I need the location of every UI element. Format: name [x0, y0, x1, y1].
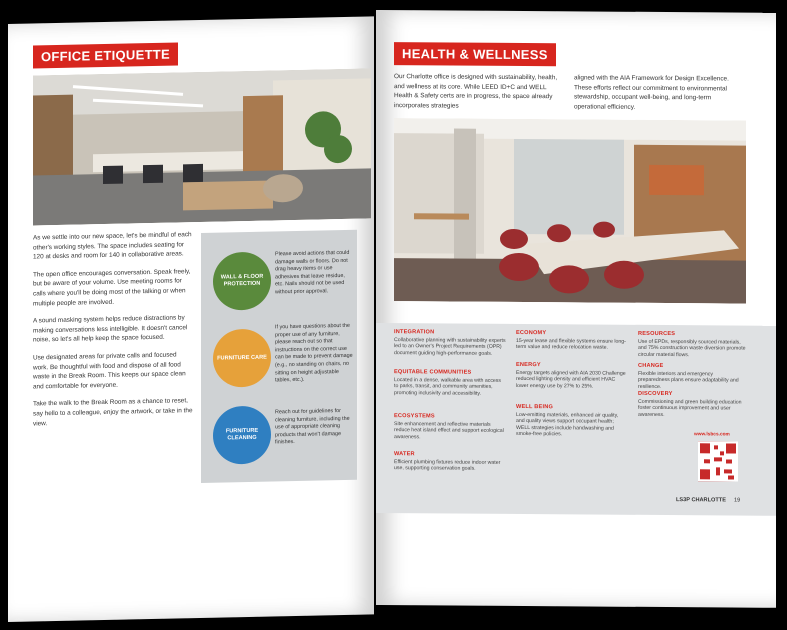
right-page — [376, 10, 776, 608]
strategy-item — [394, 329, 506, 357]
page-number: 19 — [734, 497, 741, 504]
etiquette-body — [33, 230, 193, 436]
strategy-item — [638, 331, 746, 359]
office-etiquette-heading: OFFICE ETIQUETTE — [33, 42, 178, 68]
strategy-title: WATER — [394, 451, 415, 458]
strategy-item — [516, 330, 628, 352]
qr-label: www.lsbcs.com — [694, 432, 730, 438]
footer-name: LS3P CHARLOTTE — [676, 497, 726, 504]
furniture-care-circle: FURNITURE CARE — [213, 328, 271, 387]
intro-column-2: aligned with the AIA Framework for Design Excellence. These efforts reflect our commitment to environmental stewardship, occupant well-being, and long-term operational efficiency. — [574, 74, 729, 111]
strategy-title: EQUITABLE COMMUNITIES — [394, 369, 472, 376]
qr-code[interactable] — [698, 441, 738, 481]
wall-floor-circle: WALL & FLOOR PROTECTION — [213, 251, 271, 310]
strategy-title: ENERGY — [516, 361, 541, 369]
strategy-item — [394, 369, 506, 397]
strategy-title: RESOURCES — [638, 330, 676, 338]
strategy-text: Energy targets aligned with AIA 2030 Challenge reduced lighting density and efficient HVAC lower energy use by 27% to 25%. — [516, 369, 626, 390]
strategy-title: CHANGE — [638, 362, 664, 370]
strategy-item — [516, 404, 628, 439]
etiquette-paragraph: As we settle into our new space, let's be mindful of each other's working styles. The space includes seating for 120 at desks and room for 140 in collaborative areas. — [33, 231, 192, 261]
left-page — [8, 16, 374, 622]
furniture-cleaning-text: Reach out for guidelines for cleaning furniture, including the use of appropriate cleaning products that won't damage finishes. — [275, 408, 350, 446]
strategy-title: WELL BEING — [516, 403, 554, 411]
office-photo — [33, 68, 371, 225]
strategy-item — [638, 363, 746, 391]
strategy-item — [638, 391, 746, 419]
furniture-care-text: If you have questions about the proper use of any furniture, please reach out so that instructions on the correct use can be made to prevent damage (e.g., no standing on chairs, no sitting on height adjustable tables, etc.). — [275, 322, 353, 384]
strategy-text: Site enhancement and reflective materials reduce heat island effect and support ecological awareness. — [394, 420, 504, 441]
intro-column-1: Our Charlotte office is designed with sustainability, health, and wellness at its core. While LEED ID+C and WELL Health & Safety certs are in progress, the space already incorporates strategies — [394, 73, 558, 110]
strategy-text: 15-year lease and flexible systems ensure long-term value and reduce relocation waste. — [516, 337, 626, 351]
etiquette-paragraph: The open office encourages conversation. Speak freely, but be aware of your volume. Use meeting rooms for calls where you'll be doing most of the talking or when multiple people are involved. — [33, 267, 191, 308]
strategy-text: Commissioning and green building education foster continuous improvement and user awareness. — [638, 398, 742, 418]
strategy-title: ECONOMY — [516, 329, 547, 337]
strategy-item — [394, 451, 506, 473]
strategy-text: Low-emitting materials, enhanced air quality, and quality views support occupant health; WELL strategies include handwashing and smoke-free policies. — [516, 411, 619, 438]
strategy-title: INTEGRATION — [394, 329, 435, 336]
health-wellness-heading: HEALTH & WELLNESS — [394, 42, 556, 66]
strategy-text: Flexible interiors and emergency preparedness plans ensure adaptability and resilience. — [638, 370, 739, 390]
etiquette-paragraph: Take the walk to the Break Room as a chance to reset, say hello to a colleague, enjoy the artwork, or take in the view. — [33, 397, 193, 427]
furniture-cleaning-circle: FURNITURE CLEANING — [213, 405, 271, 464]
etiquette-paragraph: A sound masking system helps reduce distractions by making conversations less intelligible. It doesn't cancel noise, so let's all help keep the space focused. — [33, 314, 188, 344]
etiquette-paragraph: Use designated areas for private calls and focused work. Be thoughtful with food and dispose of all food waste in the Break Room. This keeps our space clean and comfortable for everyone. — [33, 351, 186, 391]
strategy-text: Use of EPDs, responsibly sourced materials, and 75% construction waste diversion promote circular material flows. — [638, 338, 746, 358]
strategy-title: DISCOVERY — [638, 390, 673, 398]
strategy-text: Located in a dense, walkable area with access to parks, transit, and community amenities, promoting inclusivity and accessibility. — [394, 376, 501, 397]
strategy-text: Collaborative planning with sustainability experts led to an Owner's Project Requirements (OPR) document guiding high-performance goals. — [394, 336, 506, 357]
strategies-panel — [376, 323, 776, 516]
strategy-text: Efficient plumbing fixtures reduce indoor water use, supporting conservation goals. — [394, 458, 501, 472]
strategy-item — [394, 413, 506, 441]
strategy-item — [516, 362, 628, 390]
wall-floor-text: Please avoid actions that could damage walls or floors. Do not drag heavy items or use adhesives that leave residue, etc. Nails should not be used without prior approval. — [275, 249, 350, 296]
strategy-title: ECOSYSTEMS — [394, 413, 435, 420]
conference-photo — [394, 118, 746, 303]
care-panel — [201, 230, 357, 483]
